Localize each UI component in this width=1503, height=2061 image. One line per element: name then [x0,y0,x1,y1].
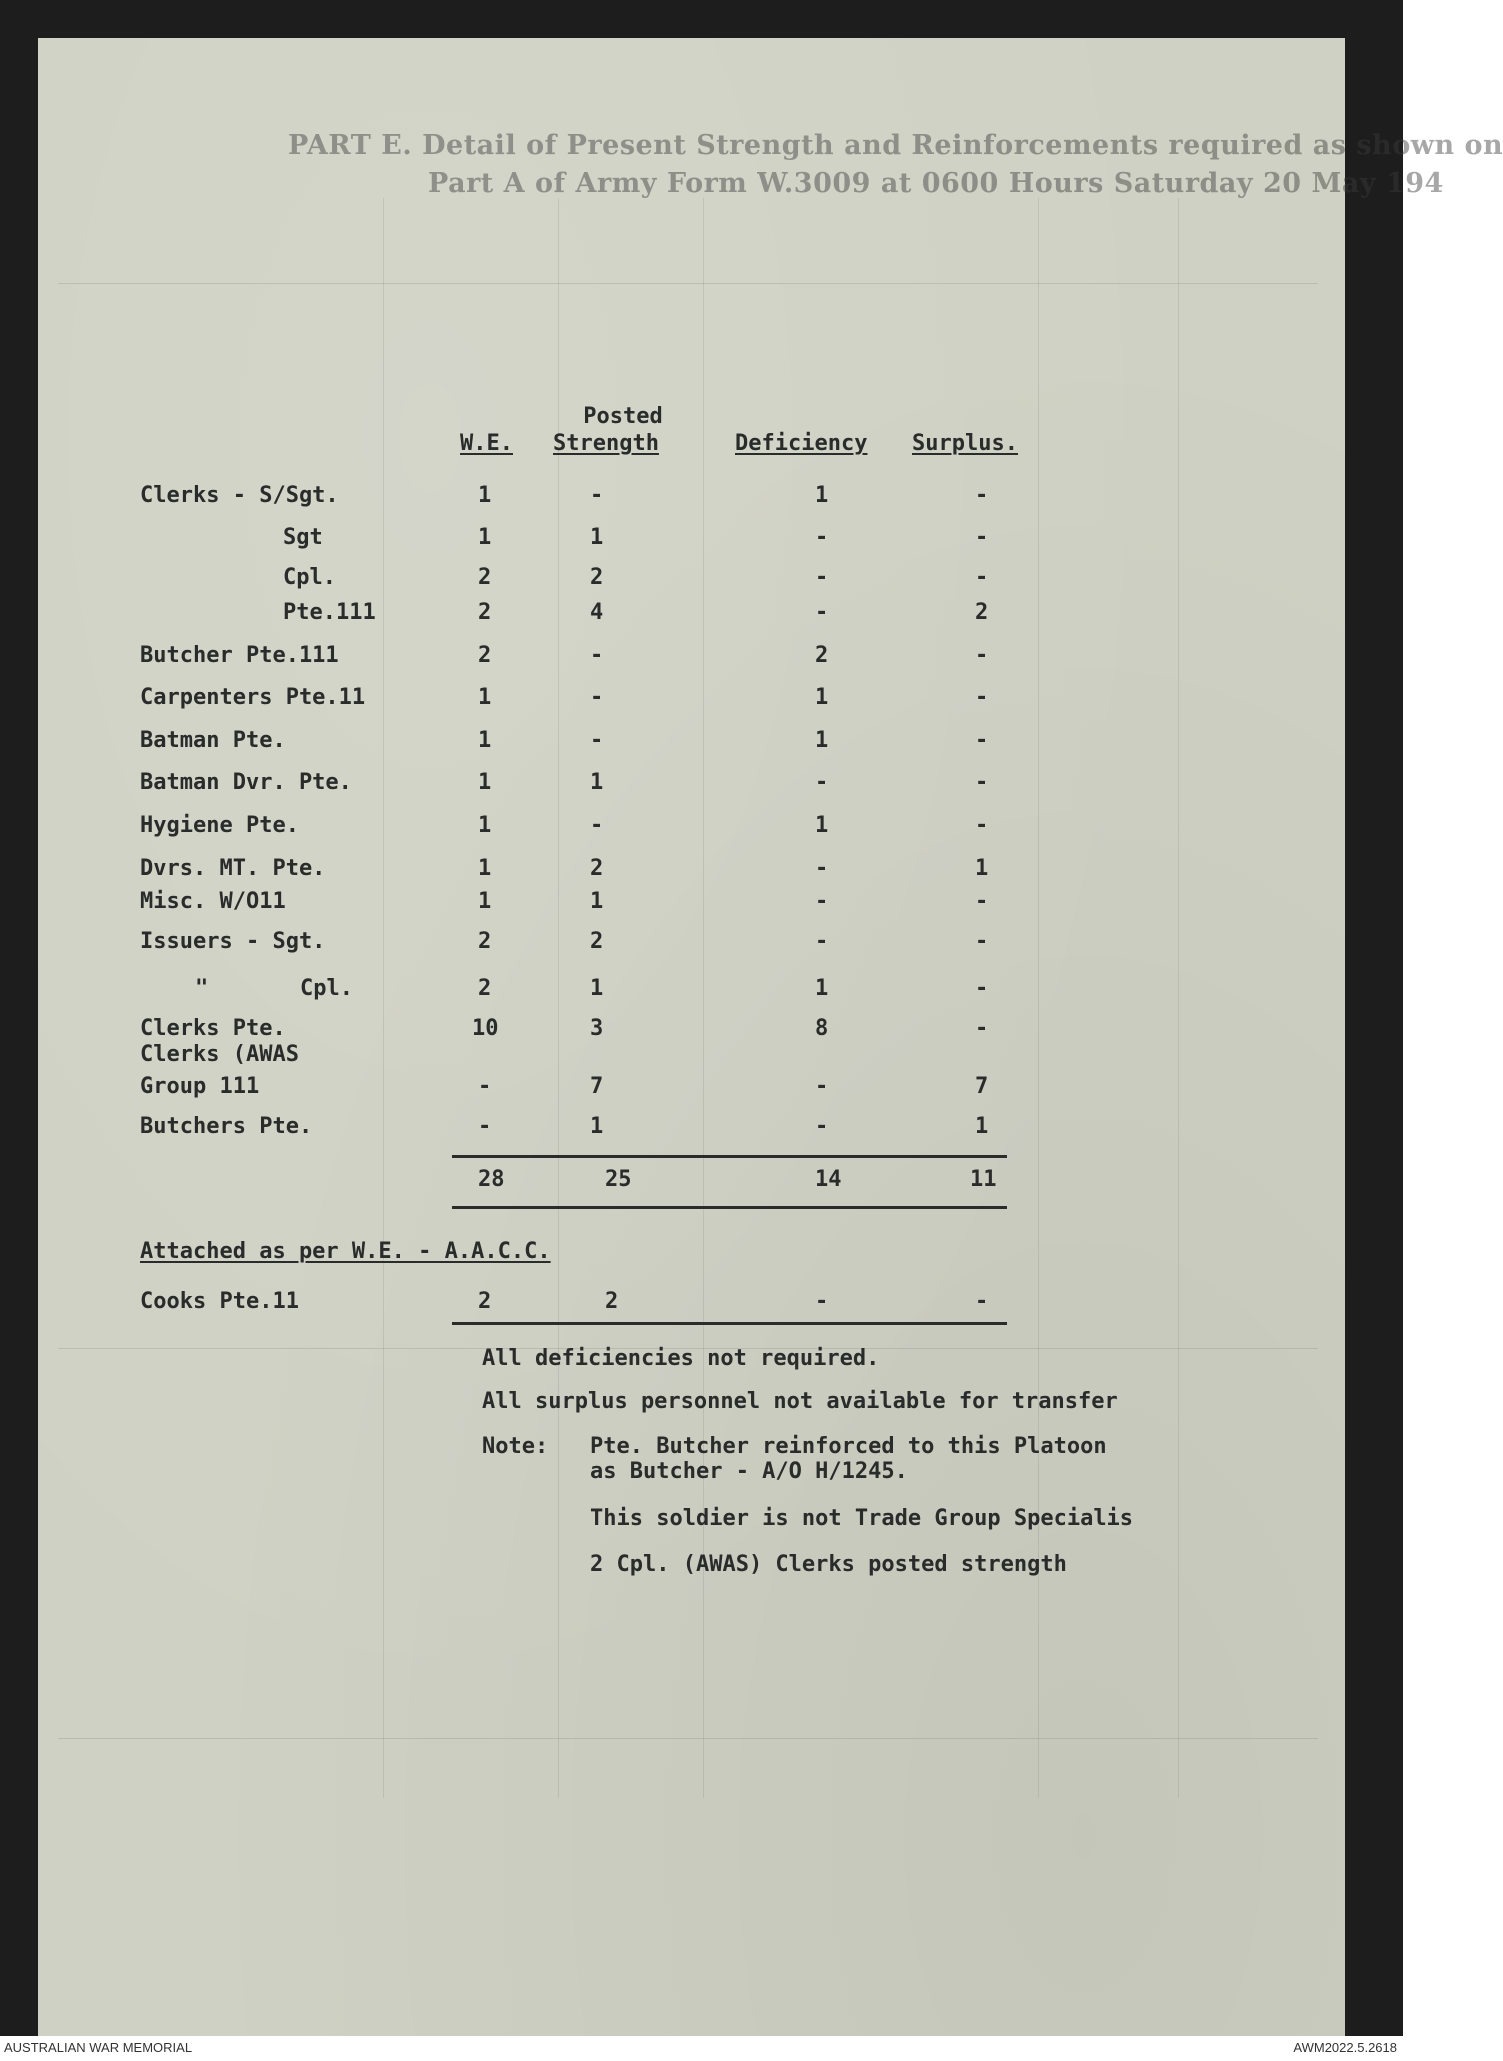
cell-we: - [478,1114,492,1139]
cell-surplus: - [975,976,989,1001]
row-label: Misc. W/O11 [140,889,286,914]
cell-deficiency: 1 [815,813,829,838]
row-label-continued: Cpl. [300,976,353,1001]
cell-we: 1 [478,889,492,914]
cell-deficiency: - [815,889,829,914]
note-text-1: Pte. Butcher reinforced to this Platoon [590,1434,1107,1459]
footer-accession: AWM2022.5.2618 [1293,2040,1397,2055]
cell-posted: 1 [590,976,604,1001]
bleed-rule [58,283,1318,284]
cell-surplus: - [975,929,989,954]
cell-deficiency: - [815,770,829,795]
row-label: Issuers - Sgt. [140,929,326,954]
cell-deficiency: 2 [815,643,829,668]
cell-we: 1 [478,483,492,508]
row-label: Cpl. [283,565,336,590]
cell-we: - [478,1074,492,1099]
cell-posted: - [590,643,604,668]
cell-deficiency: 1 [815,976,829,1001]
col-header-we: W.E. [460,431,513,456]
cell-we: 2 [478,929,492,954]
col-header-deficiency: Deficiency [735,431,868,456]
cell-we: 1 [478,856,492,881]
row-label: " [195,976,209,1001]
cell-we: 1 [478,685,492,710]
cell-we: 2 [478,643,492,668]
cell-surplus: 1 [975,1114,989,1139]
cell-posted: 4 [590,600,604,625]
total-deficiency: 14 [815,1167,842,1192]
total-rule-bottom [452,1206,1007,1209]
attached-posted: 2 [605,1289,619,1314]
row-label: Batman Pte. [140,728,286,753]
cell-posted: - [590,728,604,753]
cell-deficiency: - [815,525,829,550]
bleed-rule [58,1738,1318,1739]
cell-posted: 2 [590,929,604,954]
cell-we: 2 [478,976,492,1001]
attached-surplus: - [975,1289,989,1314]
row-label: Butcher Pte.111 [140,643,339,668]
cell-posted: 7 [590,1074,604,1099]
cell-surplus: - [975,770,989,795]
cell-we: 2 [478,565,492,590]
row-label: Clerks Pte. [140,1016,286,1041]
cell-posted: 1 [590,889,604,914]
row-label: Butchers Pte. [140,1114,313,1139]
row-label-continued: Group 111 [140,1074,260,1099]
cell-posted: 1 [590,525,604,550]
cell-we: 1 [478,728,492,753]
cell-we: 10 [472,1016,499,1041]
bleed-rule [383,198,384,1798]
total-posted: 25 [605,1167,632,1192]
cell-posted: - [590,483,604,508]
attached-rule [452,1322,1007,1325]
cell-deficiency: - [815,600,829,625]
cell-deficiency: 1 [815,728,829,753]
form-heading-line1: PART E. Detail of Present Strength and Reinforcements required as shown on [288,130,1503,161]
cell-posted: 2 [590,565,604,590]
cell-deficiency: - [815,1074,829,1099]
row-label: Carpenters Pte.11 [140,685,366,710]
col-header-posted-top: Posted [583,404,663,429]
total-rule-top [452,1155,1007,1158]
cell-surplus: 2 [975,600,989,625]
attached-we: 2 [478,1289,492,1314]
row-label: Pte.111 [283,600,376,625]
row-label: Clerks - S/Sgt. [140,483,339,508]
cell-deficiency: - [815,565,829,590]
bleed-rule [1178,198,1179,1798]
cell-surplus: 1 [975,856,989,881]
cell-surplus: - [975,813,989,838]
attached-heading: Attached as per W.E. - A.A.C.C. [140,1239,551,1264]
cell-we: 1 [478,770,492,795]
cell-deficiency: - [815,929,829,954]
cell-deficiency: 8 [815,1016,829,1041]
cell-posted: - [590,813,604,838]
cell-deficiency: 1 [815,483,829,508]
row-label: Clerks (AWAS [140,1042,299,1067]
row-label: Hygiene Pte. [140,813,299,838]
cell-surplus: - [975,483,989,508]
row-label: Batman Dvr. Pte. [140,770,352,795]
cell-posted: 1 [590,770,604,795]
note-label: Note: [482,1434,549,1459]
cell-posted: 3 [590,1016,604,1041]
cell-surplus: - [975,728,989,753]
col-header-surplus: Surplus. [912,431,1018,456]
cell-we: 1 [478,813,492,838]
cell-posted: - [590,685,604,710]
cell-we: 1 [478,525,492,550]
row-label: Dvrs. MT. Pte. [140,856,326,881]
cell-surplus: - [975,685,989,710]
form-heading-line2: Part A of Army Form W.3009 at 0600 Hours Saturday 20 May 194 [428,168,1444,199]
cell-surplus: - [975,565,989,590]
note-surplus: All surplus personnel not available for transfer [482,1389,1118,1414]
cell-surplus: 7 [975,1074,989,1099]
total-surplus: 11 [970,1167,997,1192]
col-header-posted: Strength [553,431,659,456]
cell-deficiency: 1 [815,685,829,710]
cell-surplus: - [975,889,989,914]
note-text-3: This soldier is not Trade Group Specialis [590,1506,1134,1531]
cell-we: 2 [478,600,492,625]
total-we: 28 [478,1167,505,1192]
note-text-2: as Butcher - A/O H/1245. [590,1459,908,1484]
footer-institution: AUSTRALIAN WAR MEMORIAL [4,2040,193,2055]
attached-label: Cooks Pte.11 [140,1289,299,1314]
row-label: Sgt [283,525,323,550]
note-deficiencies: All deficiencies not required. [482,1346,880,1371]
cell-surplus: - [975,1016,989,1041]
attached-deficiency: - [815,1289,829,1314]
cell-surplus: - [975,643,989,668]
note-text-4: 2 Cpl. (AWAS) Clerks posted strength [590,1552,1067,1577]
cell-deficiency: - [815,856,829,881]
cell-posted: 1 [590,1114,604,1139]
cell-posted: 2 [590,856,604,881]
cell-deficiency: - [815,1114,829,1139]
cell-surplus: - [975,525,989,550]
